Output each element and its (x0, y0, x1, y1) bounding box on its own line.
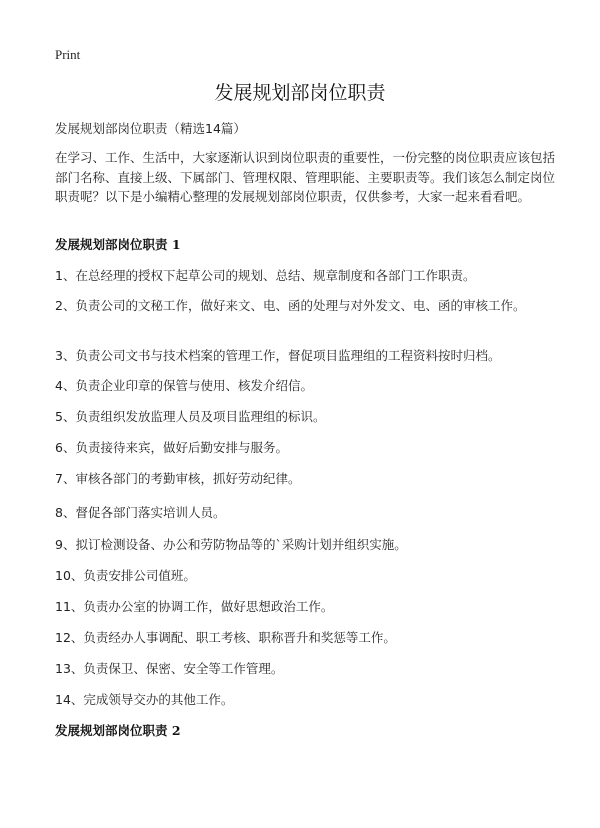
page-title: 发展规划部岗位职责 (214, 82, 386, 104)
section-heading-1: 发展规划部岗位职责 1 (55, 237, 181, 252)
duty-item-9: 9、拟订检测设备、办公和劳防物品等的`采购计划并组织实施。 (55, 537, 407, 552)
duty-item-12: 12、负责经办人事调配、职工考核、职称晋升和奖惩等工作。 (55, 630, 396, 645)
document-subtitle: 发展规划部岗位职责（精选14篇） (55, 121, 246, 136)
duty-item-13: 13、负责保卫、保密、安全等工作管理。 (55, 661, 284, 676)
duty-item-8: 8、督促各部门落实培训人员。 (55, 505, 226, 520)
duty-item-7: 7、审核各部门的考勤审核，抓好劳动纪律。 (55, 471, 301, 486)
intro-paragraph: 在学习、工作、生活中，大家逐渐认识到岗位职责的重要性，一份完整的岗位职责应该包括部门名称、直接上级、下属部门、管理权限、管理职能、主要职责等。我们该怎么制定岗位职责呢？以下是小编精心整理的发展规划部岗位职责，仅供参考，大家一起来看看吧。 (55, 150, 556, 204)
duty-item-5: 5、负责组织发放监理人员及项目监理组的标识。 (55, 409, 326, 424)
print-link[interactable]: Print (55, 47, 81, 62)
duty-item-2: 2、负责公司的文秘工作，做好来文、电、函的处理与对外发文、电、函的审核工作。 (55, 298, 526, 313)
section-heading-2: 发展规划部岗位职责 2 (55, 723, 181, 738)
duty-item-14: 14、完成领导交办的其他工作。 (55, 692, 234, 707)
duty-item-6: 6、负责接待来宾，做好后勤安排与服务。 (55, 440, 288, 455)
duty-item-10: 10、负责安排公司值班。 (55, 568, 196, 583)
duty-item-3: 3、负责公司文书与技术档案的管理工作，督促项目监理组的工程资料按时归档。 (55, 348, 501, 363)
duty-item-4: 4、负责企业印章的保管与使用、核发介绍信。 (55, 378, 313, 393)
duty-item-1: 1、在总经理的授权下起草公司的规划、总结、规章制度和各部门工作职责。 (55, 268, 476, 283)
duty-item-11: 11、负责办公室的协调工作，做好思想政治工作。 (55, 599, 334, 614)
